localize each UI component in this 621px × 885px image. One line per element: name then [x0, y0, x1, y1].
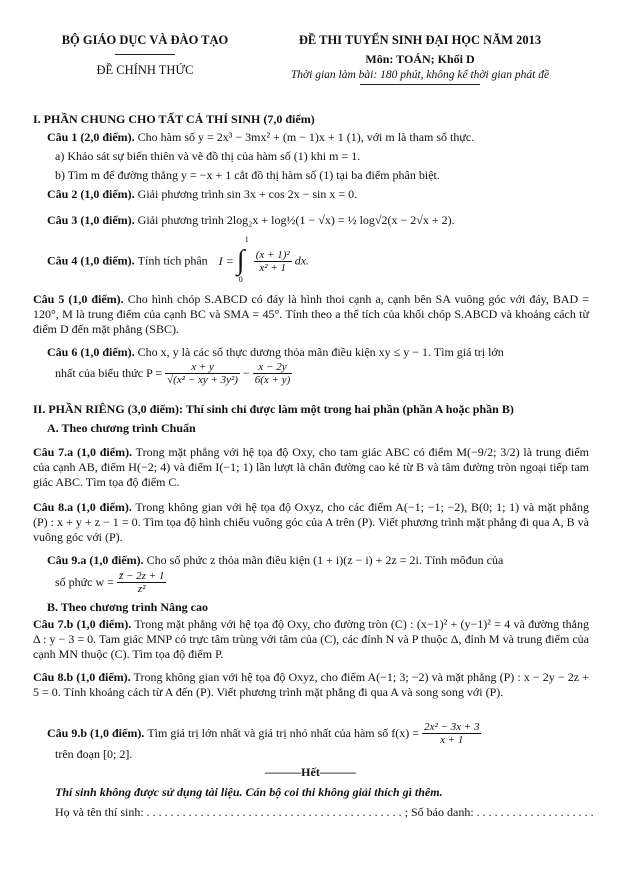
integral-sign	[236, 235, 251, 284]
question-label: Câu 1 (2,0 điểm).	[47, 130, 135, 144]
numerator: x + y	[165, 361, 240, 374]
integral-lhs: I =	[218, 253, 234, 268]
lower-limit: 0	[238, 275, 243, 284]
question-8b	[33, 670, 589, 700]
numerator: (x + 1)²	[255, 248, 290, 261]
question-1	[47, 130, 474, 145]
question-9a-expression	[55, 570, 166, 595]
question-1a: a) Khảo sát sự biến thiên và vẽ đồ thị của hàm số (1) khi m = 1.	[55, 149, 361, 163]
question-text: Trong mặt phẳng với hệ tọa độ Oxy, cho tam giác ABC có điểm M(−9/2; 3/2) là trung điểm của cạnh AB, điểm H(−2; 4) và điểm I(−1; 1) lần lượt là chân đường cao kẻ từ B và tâm đường tròn ngoại tiếp tam giác ABC. Tìm tọa độ điểm C.	[33, 445, 589, 489]
question-text: Giải phương trình 2log₂x + log½(1 − √x) = ½ log√2(x − 2√x + 2).	[137, 213, 455, 227]
time-note: Thời gian làm bài: 180 phút, không kể thời gian phát đề	[290, 69, 550, 81]
official-label: ĐỀ CHÍNH THỨC	[96, 63, 194, 77]
question-text: Trong mặt phẳng với hệ tọa độ Oxy, cho đường tròn (C) : (x−1)² + (y−1)² = 4 và đường thẳng Δ : y − 3 = 0. Tam giác MNP có trực tâm trùng với tâm của (C), các đỉnh N và P thuộc Δ, đỉnh M và trung điểm của cạnh MN thuộc (C). Tìm tọa độ điểm P.	[33, 617, 589, 661]
question-6-expression	[55, 361, 292, 386]
question-label: Câu 8.b (1,0 điểm).	[33, 670, 131, 684]
denominator: z²	[137, 583, 146, 595]
integrand-fraction	[254, 249, 292, 274]
question-label: Câu 7.b (1,0 điểm).	[33, 617, 132, 631]
footer-note: Thí sinh không được sử dụng tài liệu. Cán bộ coi thi không giải thích gì thêm.	[55, 785, 443, 799]
question-8a	[33, 500, 589, 545]
ministry-name: BỘ GIÁO DỤC VÀ ĐÀO TẠO	[61, 33, 229, 47]
question-9b-range: trên đoạn [0; 2].	[55, 747, 133, 761]
numerator: 2x² − 3x + 3	[424, 721, 480, 733]
candidate-info-line: Họ và tên thí sinh: . . . . . . . . . . . . . . . . . . . . . . . . . . . . . . . . . . . . . . . . . . . ; Số báo danh: . . . . . . . . . . . . . . . . . . . .	[55, 805, 594, 819]
denominator: x² + 1	[259, 261, 287, 274]
differential: dx.	[294, 253, 310, 268]
section-a-title: A. Theo chương trình Chuẩn	[47, 421, 196, 435]
numerator: x − 2y	[253, 361, 293, 374]
question-text: Tính tích phân	[137, 253, 208, 268]
question-text: Tìm giá trị lớn nhất và giá trị nhỏ nhất của hàm số f(x) =	[147, 726, 420, 740]
header-right	[250, 33, 590, 87]
divider	[360, 84, 480, 85]
denominator: x + 1	[440, 734, 464, 746]
question-1b: b) Tìm m để đường thẳng y = −x + 1 cắt đồ thị hàm số (1) tại ba điểm phân biệt.	[55, 168, 440, 182]
question-2	[47, 187, 357, 202]
question-text: Cho x, y là các số thực dương thỏa mãn điều kiện xy ≤ y − 1. Tìm giá trị lớn	[137, 345, 504, 359]
numerator: z̄ − 2z + 1	[118, 570, 165, 582]
question-6	[47, 345, 504, 360]
section-b-title: B. Theo chương trình Nâng cao	[47, 600, 208, 614]
question-5	[33, 292, 589, 337]
question-9b	[47, 721, 481, 746]
question-9a	[47, 553, 503, 568]
question-label: Câu 3 (1,0 điểm).	[47, 213, 135, 227]
question-text: Cho số phức z thỏa mãn điều kiện (1 + i)(z − i) + 2z = 2i. Tính môđun của	[146, 553, 504, 567]
integral-symbol: ∫	[236, 245, 245, 276]
question-3	[47, 213, 455, 228]
part1-title: I. PHẦN CHUNG CHO TẤT CẢ THÍ SINH (7,0 điểm)	[33, 112, 315, 126]
subject-line: Môn: TOÁN; Khối D	[365, 52, 475, 66]
denominator: √(x² − xy + 3y²)	[167, 374, 238, 386]
question-text: Cho hàm số y = 2x³ − 3mx² + (m − 1)x + 1 (1), với m là tham số thực.	[137, 130, 475, 144]
fraction-w	[117, 570, 166, 595]
header-left	[40, 33, 250, 78]
minus-sign: −	[242, 366, 250, 380]
question-text: Trong không gian với hệ tọa độ Oxyz, cho điểm A(−1; 3; −2) và mặt phẳng (P) : x − 2y − 2z + 5 = 0. Tính khoảng cách từ A đến (P). Viết phương trình mặt phẳng đi qua A và song song với (P).	[33, 670, 589, 699]
question-label: Câu 5 (1,0 điểm).	[33, 292, 124, 306]
divider	[115, 54, 175, 55]
question-4	[47, 235, 310, 285]
question-label: Câu 2 (1,0 điểm).	[47, 187, 135, 201]
denominator: 6(x + y)	[254, 374, 291, 386]
fraction-f	[422, 721, 481, 746]
question-text: số phức w =	[55, 575, 114, 589]
question-label: Câu 8.a (1,0 điểm).	[33, 500, 132, 514]
question-label: Câu 9.a (1,0 điểm).	[47, 553, 144, 567]
question-label: Câu 4 (1,0 điểm).	[47, 253, 135, 268]
question-7a	[33, 445, 589, 490]
question-label: Câu 6 (1,0 điểm).	[47, 345, 135, 359]
upper-limit: 1	[244, 235, 249, 244]
question-text: Cho hình chóp S.ABCD có đáy là hình thoi cạnh a, cạnh bên SA vuông góc với đáy, BAD = 120°, M là trung điểm của cạnh BC và SMA = 45°. Tính theo a thể tích của khối chóp S.ABCD và khoảng cách từ điểm D đến mặt phẳng (SBC).	[33, 292, 589, 336]
question-text: Giải phương trình sin 3x + cos 2x − sin x = 0.	[137, 187, 358, 201]
question-label: Câu 9.b (1,0 điểm).	[47, 726, 145, 740]
part2-title: II. PHẦN RIÊNG (3,0 điểm): Thí sinh chỉ được làm một trong hai phần (phần A hoặc phần B)	[33, 402, 514, 416]
exam-title: ĐỀ THI TUYỂN SINH ĐẠI HỌC NĂM 2013	[298, 33, 542, 47]
question-text: nhất của biểu thức P =	[55, 366, 163, 380]
end-marker: ———Hết———	[265, 765, 356, 779]
question-label: Câu 7.a (1,0 điểm).	[33, 445, 133, 459]
fraction-1	[165, 361, 240, 386]
fraction-2	[253, 361, 293, 386]
question-7b	[33, 617, 589, 662]
question-text: Trong không gian với hệ tọa độ Oxyz, cho các điểm A(−1; −1; −2), B(0; 1; 1) và mặt phẳng (P) : x + y + z − 1 = 0. Tìm tọa độ hình chiếu vuông góc của A trên (P). Viết phương trình mặt phẳng đi qua A, B và vuông góc với (P).	[33, 500, 589, 544]
